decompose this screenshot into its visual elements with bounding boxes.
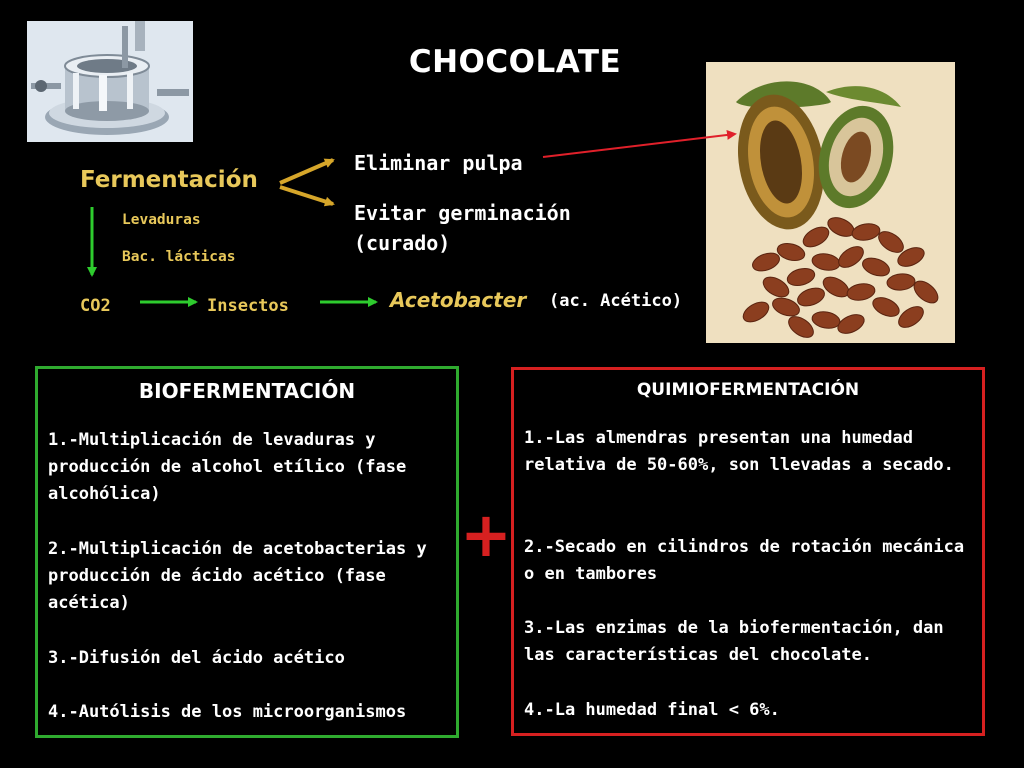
biofermentacion-title: BIOFERMENTACIÓN [138, 379, 356, 403]
eliminar-pulpa-label: Eliminar pulpa [354, 151, 523, 175]
evitar-line-2: (curado) [354, 231, 451, 255]
quimio-item-2: 2.-Secado en cilindros de rotación mecánica o en tambores [524, 537, 965, 584]
bio-item-4: 4.-Autólisis de los microorganismos [48, 702, 407, 722]
quimiofermentacion-box [511, 367, 985, 736]
arrow-pulpa-to-cacao [543, 134, 735, 157]
evitar-line-1: Evitar germinación [354, 201, 571, 225]
evitar-germinacion-label [354, 198, 571, 258]
acetico-label: (ac. Acético) [549, 291, 683, 311]
fermentacion-label: Fermentación [80, 167, 258, 193]
bio-item-1: 1.-Multiplicación de levaduras y producción de alcohol etílico (fase alcohólica) [48, 430, 407, 504]
bio-item-2: 2.-Multiplicación de acetobacterias y producción de ácido acético (fase acética) [48, 539, 427, 613]
quimio-item-1: 1.-Las almendras presentan una humedad relativa de 50-60%, son llevadas a secado. [524, 428, 954, 475]
arrow-to-evitar [280, 187, 333, 204]
plus-sign: + [460, 498, 512, 571]
agent-bac-lacticas: Bac. lácticas [122, 249, 236, 265]
page-title: CHOCOLATE [408, 44, 622, 80]
bio-item-3: 3.-Difusión del ácido acético [48, 648, 345, 668]
arrow-to-eliminar [280, 160, 333, 183]
quimio-item-3: 3.-Las enzimas de la biofermentación, dan las características del chocolate. [524, 618, 944, 665]
insectos-label: Insectos [207, 296, 289, 316]
co2-label: CO2 [80, 296, 111, 316]
agent-levaduras: Levaduras [122, 212, 201, 228]
quimio-item-4: 4.-La humedad final < 6%. [524, 700, 780, 720]
acetobacter-label: Acetobacter [390, 288, 527, 312]
biofermentacion-box [35, 366, 459, 738]
quimiofermentacion-title: QUIMIOFERMENTACIÓN [636, 380, 860, 400]
